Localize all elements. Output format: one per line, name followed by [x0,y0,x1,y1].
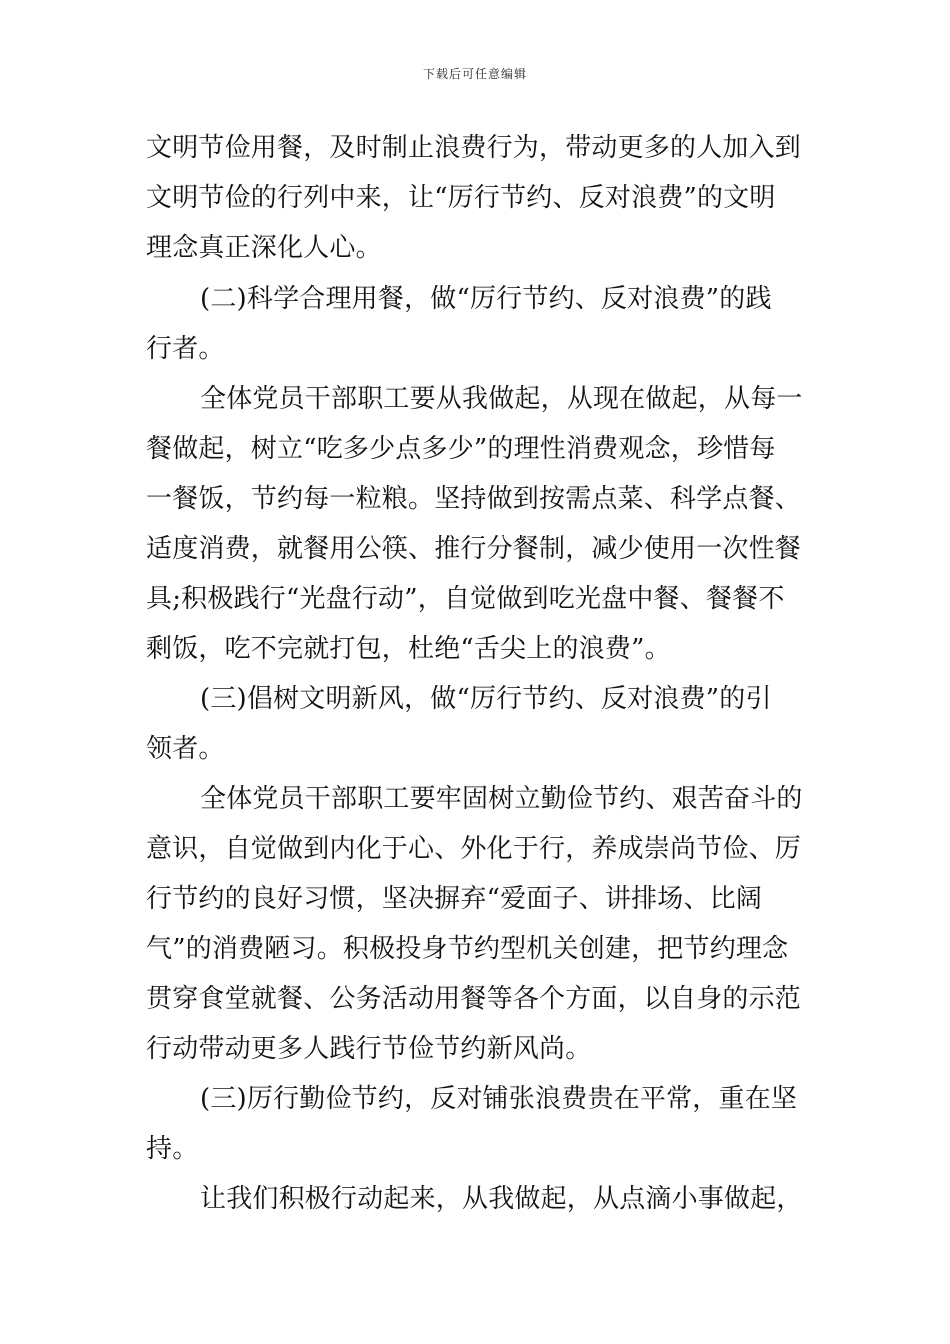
body-line: 具;积极践行“光盘行动”，自觉做到吃光盘中餐、餐餐不 [146,584,785,614]
section-heading-line: 领者。 [146,734,225,764]
body-line: 文明节俭的行列中来，让“厉行节约、反对浪费”的文明 [146,183,776,213]
body-line: 意识，自觉做到内化于心、外化于行，养成崇尚节俭、厉 [146,834,802,864]
body-line: 全体党员干部职工要牢固树立勤俭节约、艰苦奋斗的 [200,784,803,814]
body-line: 适度消费，就餐用公筷、推行分餐制，减少使用一次性餐 [146,534,802,564]
body-line: 行节约的良好习惯，坚决摒弃“爱面子、讲排场、比阔 [146,884,763,914]
header-note: 下载后可任意编辑 [422,67,527,81]
body-line: 全体党员干部职工要从我做起，从现在做起，从每一 [200,384,803,414]
body-line: 一餐饭，节约每一粒粮。坚持做到按需点菜、科学点餐、 [146,484,802,514]
body-line: 气”的消费陋习。积极投身节约型机关创建，把节约理念 [146,934,789,964]
section-heading-line: 持。 [146,1134,199,1164]
body-line: 理念真正深化人心。 [146,233,382,263]
section-heading-line: (三)倡树文明新风，做“厉行节约、反对浪费”的引 [200,684,772,714]
section-heading-line: 行者。 [146,334,225,364]
section-heading-line: (二)科学合理用餐，做“厉行节约、反对浪费”的践 [200,284,772,314]
section-heading-line: (三)厉行勤俭节约，反对铺张浪费贵在平常，重在坚 [200,1084,798,1114]
body-line: 贯穿食堂就餐、公务活动用餐等各个方面，以自身的示范 [146,984,802,1014]
body-line: 餐做起，树立“吃多少点多少”的理性消费观念，珍惜每 [146,434,776,464]
body-line: 剩饭，吃不完就打包，杜绝“舌尖上的浪费”。 [146,634,671,664]
body-line: 文明节俭用餐，及时制止浪费行为，带动更多的人加入到 [146,133,802,163]
body-line: 行动带动更多人践行节俭节约新风尚。 [146,1034,592,1064]
body-line: 让我们积极行动起来，从我做起，从点滴小事做起， [200,1184,803,1214]
